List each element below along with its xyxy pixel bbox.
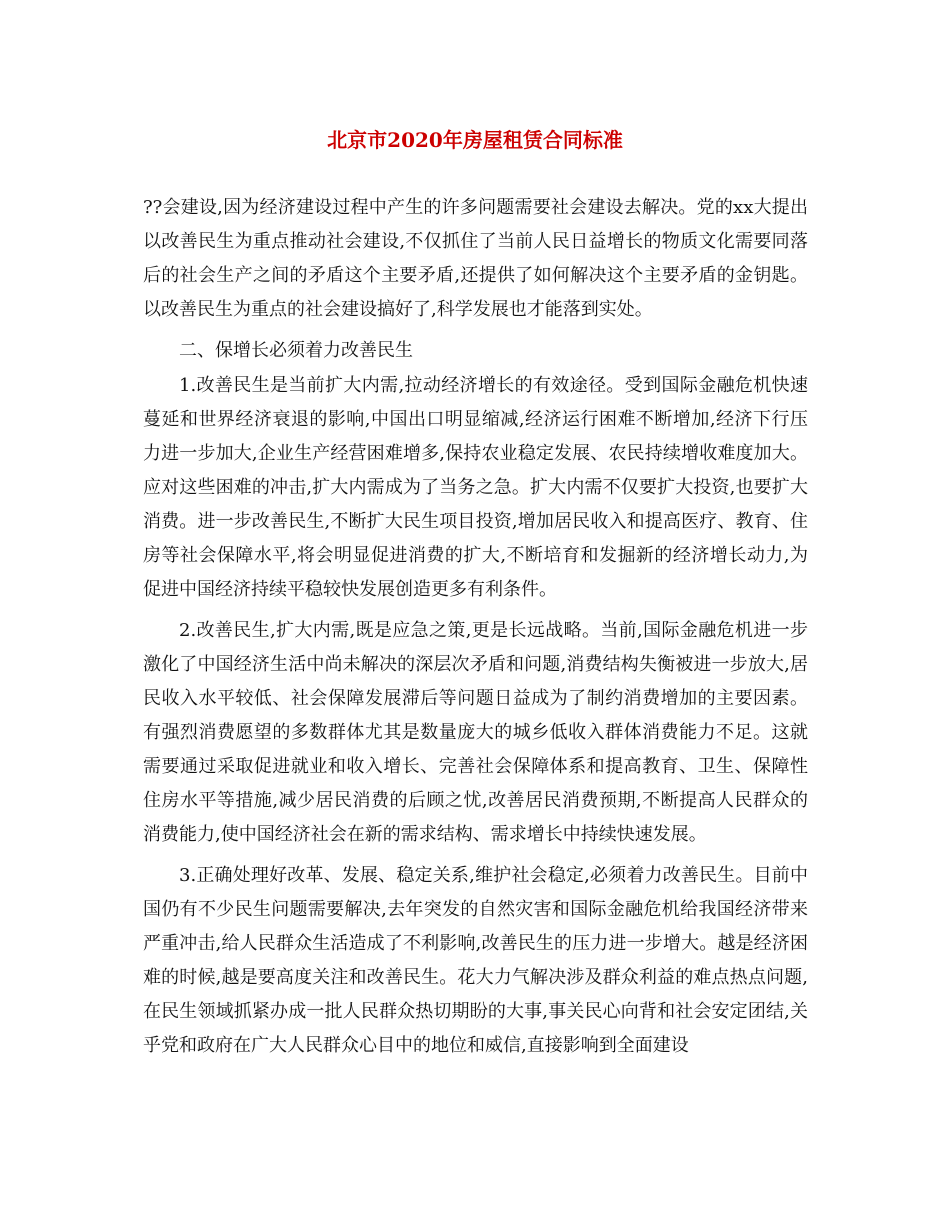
paragraph-point-1: 1.改善民生是当前扩大内需,拉动经济增长的有效途径。受到国际金融危机快速蔓延和世界经济衰退的影响,中国出口明显缩减,经济运行困难不断增加,经济下行压力进一步加大,企业生产经营困难增多,保持农业稳定发展、农民持续增收难度加大。应对这些困难的冲击,扩大内需成为了当务之急。扩大内需不仅要扩大投资,也要扩大消费。进一步改善民生,不断扩大民生项目投资,增加居民收入和提高医疗、教育、住房等社会保障水平,将会明显促进消费的扩大,不断培育和发掘新的经济增长动力,为促进中国经济持续平稳较快发展创造更多有利条件。 [143,375,808,600]
paragraph-point-3: 3.正确处理好改革、发展、稳定关系,维护社会稳定,必须着力改善民生。目前中国仍有不少民生问题需要解决,去年突发的自然灾害和国际金融危机给我国经济带来严重冲击,给人民群众生活造成了不利影响,改善民生的压力进一步增大。越是经济困难的时候,越是要高度关注和改善民生。花大力气解决涉及群众利益的难点热点问题,在民生领域抓紧办成一批人民群众热切期盼的大事,事关民心向背和社会安定团结,关乎党和政府在广大人民群众心目中的地位和威信,直接影响到全面建设 [143,865,808,1056]
section-heading: 二、保增长必须着力改善民生 [179,340,413,361]
paragraph-point-2: 2.改善民生,扩大内需,既是应急之策,更是长远战略。当前,国际金融危机进一步激化了中国经济生活中尚未解决的深层次矛盾和问题,消费结构失衡被进一步放大,居民收入水平较低、社会保障发展滞后等问题日益成为了制约消费增加的主要因素。有强烈消费愿望的多数群体尤其是数量庞大的城乡低收入群体消费能力不足。这就需要通过采取促进就业和收入增长、完善社会保障体系和提高教育、卫生、保障性住房水平等措施,减少居民消费的后顾之忧,改善居民消费预期,不断提高人民群众的消费能力,使中国经济社会在新的需求结构、需求增长中持续快速发展。 [143,620,808,845]
document-body [143,191,808,1070]
document-title: 北京市2020年房屋租赁合同标准 [327,128,623,152]
paragraph-intro: ??会建设,因为经济建设过程中产生的许多问题需要社会建设去解决。党的xx大提出以改善民生为重点推动社会建设,不仅抓住了当前人民日益增长的物质文化需要同落后的社会生产之间的矛盾这个主要矛盾,还提供了如何解决这个主要矛盾的金钥匙。以改善民生为重点的社会建设搞好了,科学发展也才能落到实处。 [143,197,808,320]
